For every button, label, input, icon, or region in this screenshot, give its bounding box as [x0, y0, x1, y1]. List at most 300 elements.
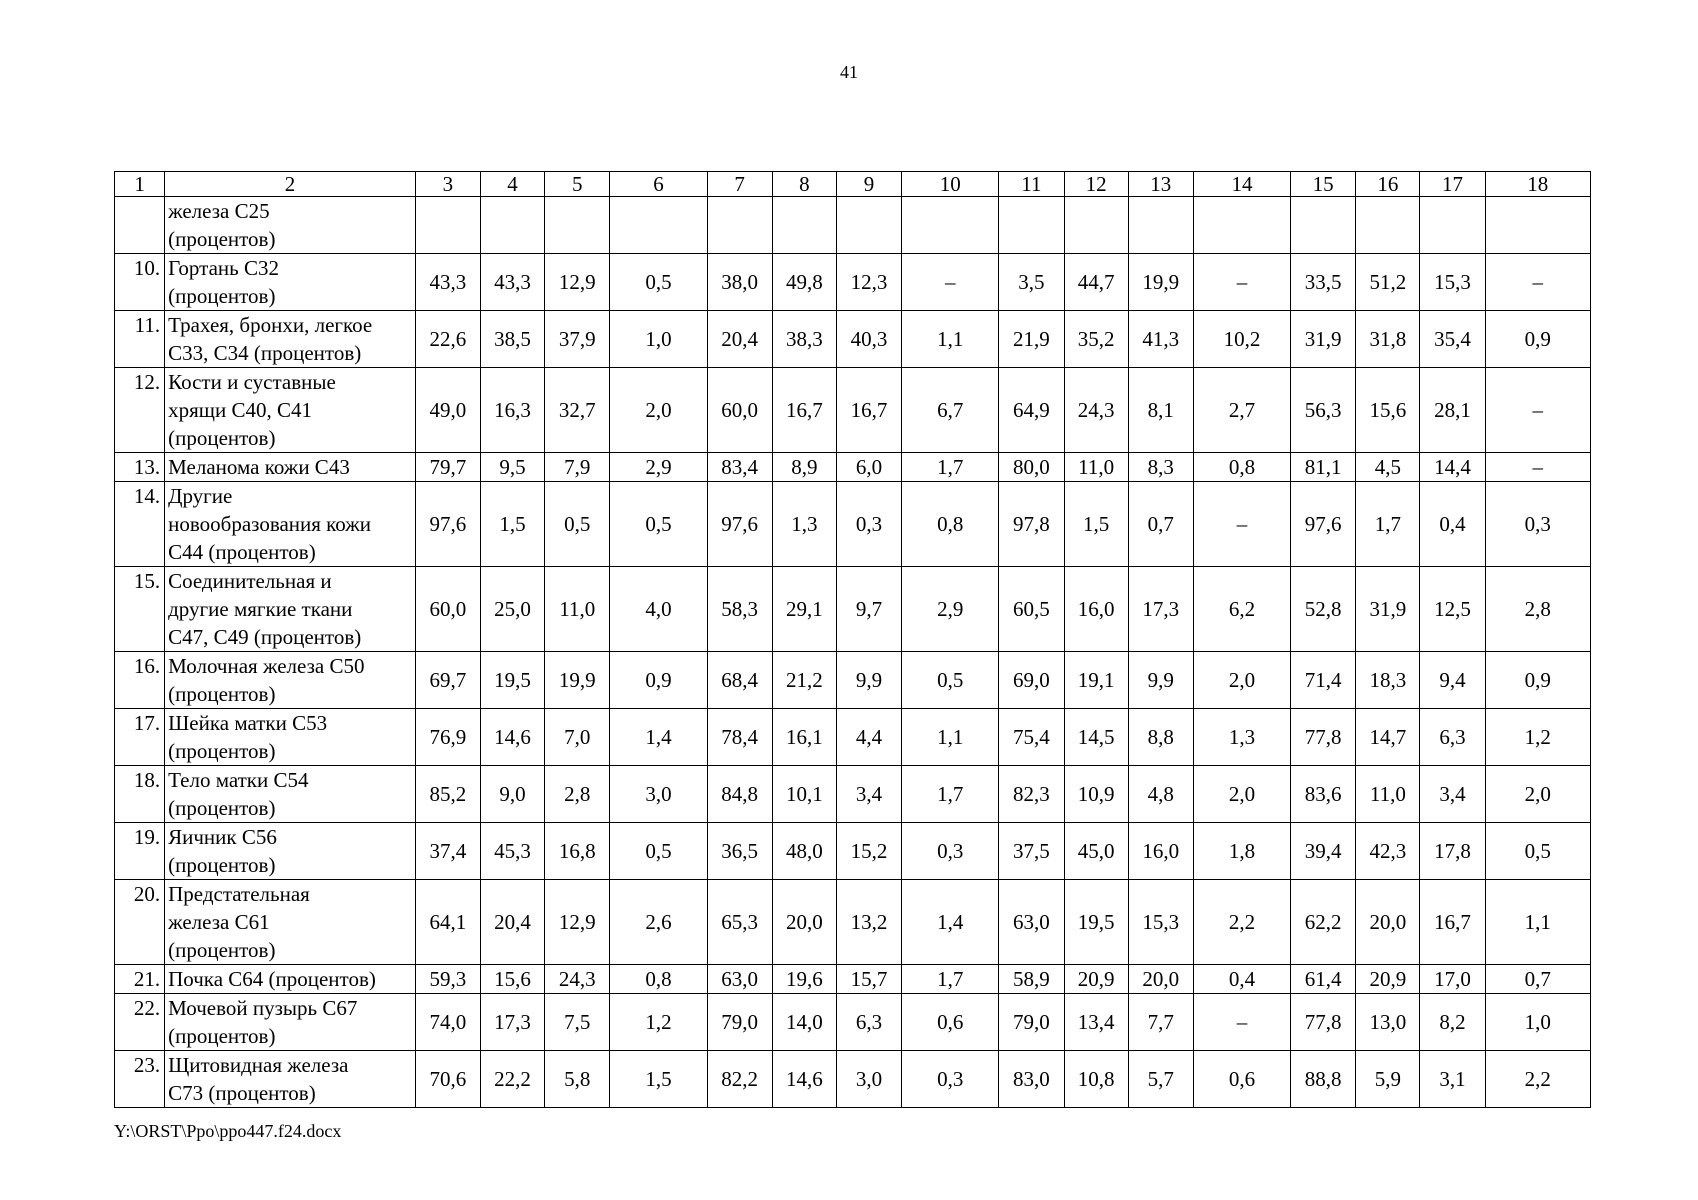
table-cell: 1,5 — [480, 482, 544, 567]
row-number: 22. — [115, 994, 165, 1051]
table-cell: 38,5 — [480, 311, 544, 368]
table-cell: 0,8 — [1193, 453, 1290, 482]
table-cell: 17,0 — [1420, 965, 1485, 994]
row-name — [165, 1051, 416, 1108]
row-name-line: новообразования кожи — [168, 512, 372, 536]
table-cell: 7,9 — [545, 453, 610, 482]
table-cell: 1,7 — [1356, 482, 1420, 567]
table-cell: 25,0 — [480, 567, 544, 652]
table-cell: 1,7 — [902, 453, 999, 482]
table-cell: 0,8 — [902, 482, 999, 567]
table-cell: 17,8 — [1420, 823, 1485, 880]
table-cell: 36,5 — [707, 823, 772, 880]
row-name-line: Меланома кожи С43 — [168, 455, 350, 479]
table-cell: 0,7 — [1128, 482, 1193, 567]
table-cell: 97,6 — [707, 482, 772, 567]
table-cell: 8,1 — [1128, 368, 1193, 453]
row-name-line: (процентов) — [168, 739, 276, 763]
table-cell: 10,1 — [772, 766, 836, 823]
table-cell: 16,3 — [480, 368, 544, 453]
table-cell: 49,0 — [415, 368, 480, 453]
table-cell — [902, 197, 999, 254]
statistics-table — [114, 171, 1591, 1108]
table-cell: 0,3 — [902, 823, 999, 880]
table-cell: 31,9 — [1291, 311, 1356, 368]
row-name — [165, 709, 416, 766]
row-number: 17. — [115, 709, 165, 766]
table-cell: 15,7 — [836, 965, 901, 994]
table-cell — [1356, 197, 1420, 254]
row-name-line: Кости и суставные — [168, 370, 336, 394]
table-cell: 7,5 — [545, 994, 610, 1051]
table-cell: 6,2 — [1193, 567, 1290, 652]
table-cell: 63,0 — [707, 965, 772, 994]
table-cell: 79,0 — [707, 994, 772, 1051]
table-cell — [772, 197, 836, 254]
table-cell: 0,5 — [610, 254, 707, 311]
table-cell — [1193, 197, 1290, 254]
table-row — [115, 994, 1591, 1051]
table-cell — [1420, 197, 1485, 254]
table-cell: 14,5 — [1064, 709, 1128, 766]
table-cell: 7,0 — [545, 709, 610, 766]
row-name-line: Щитовидная железа — [168, 1053, 349, 1077]
table-cell: 16,7 — [836, 368, 901, 453]
row-name-line: (процентов) — [168, 1024, 276, 1048]
table-cell: 19,5 — [1064, 880, 1128, 965]
table-cell: 13,2 — [836, 880, 901, 965]
table-cell: 31,8 — [1356, 311, 1420, 368]
table-cell: 14,0 — [772, 994, 836, 1051]
table-cell: 15,3 — [1420, 254, 1485, 311]
table-cell: 10,9 — [1064, 766, 1128, 823]
table-cell: 85,2 — [415, 766, 480, 823]
row-number: 16. — [115, 652, 165, 709]
column-header-6: 6 — [610, 172, 707, 197]
table-row — [115, 254, 1591, 311]
table-cell: 14,7 — [1356, 709, 1420, 766]
table-cell: 97,6 — [415, 482, 480, 567]
table-cell: 4,4 — [836, 709, 901, 766]
table-cell: 12,5 — [1420, 567, 1485, 652]
table-cell: 24,3 — [545, 965, 610, 994]
table-cell: 0,4 — [1193, 965, 1290, 994]
table-cell: 21,9 — [999, 311, 1064, 368]
row-name — [165, 254, 416, 311]
table-cell: – — [1485, 453, 1590, 482]
table-cell: 16,8 — [545, 823, 610, 880]
table-header-row — [115, 172, 1591, 197]
table-cell: 1,1 — [902, 709, 999, 766]
table-cell: 82,2 — [707, 1051, 772, 1108]
table-cell: 41,3 — [1128, 311, 1193, 368]
row-number: 21. — [115, 965, 165, 994]
table-cell: 4,5 — [1356, 453, 1420, 482]
row-name-line: хрящи С40, С41 — [168, 398, 312, 422]
column-header-13: 13 — [1128, 172, 1193, 197]
row-number: 11. — [115, 311, 165, 368]
table-row — [115, 368, 1591, 453]
table-cell: 11,0 — [1356, 766, 1420, 823]
table-cell: 6,0 — [836, 453, 901, 482]
table-cell: 11,0 — [545, 567, 610, 652]
row-name — [165, 197, 416, 254]
table-cell — [480, 197, 544, 254]
table-row — [115, 880, 1591, 965]
row-name-line: Трахея, бронхи, легкое — [168, 313, 373, 337]
table-cell: 20,9 — [1064, 965, 1128, 994]
table-cell: 35,4 — [1420, 311, 1485, 368]
table-cell: 35,2 — [1064, 311, 1128, 368]
row-name — [165, 482, 416, 567]
table-cell: 45,3 — [480, 823, 544, 880]
table-cell: 33,5 — [1291, 254, 1356, 311]
table-cell — [1291, 197, 1356, 254]
row-name-line: (процентов) — [168, 938, 276, 962]
table-cell: 15,2 — [836, 823, 901, 880]
table-cell: 31,9 — [1356, 567, 1420, 652]
table-cell — [707, 197, 772, 254]
table-cell: 15,6 — [480, 965, 544, 994]
row-name-line: Молочная железа С50 — [168, 654, 365, 678]
table-cell: 64,9 — [999, 368, 1064, 453]
table-cell: 1,8 — [1193, 823, 1290, 880]
table-cell: 18,3 — [1356, 652, 1420, 709]
row-name — [165, 652, 416, 709]
table-cell: 9,7 — [836, 567, 901, 652]
table-cell: 52,8 — [1291, 567, 1356, 652]
table-cell: 77,8 — [1291, 709, 1356, 766]
row-number: 10. — [115, 254, 165, 311]
row-name-line: Почка С64 (процентов) — [168, 967, 376, 991]
table-cell: 3,4 — [836, 766, 901, 823]
table-row — [115, 709, 1591, 766]
table-cell: 15,6 — [1356, 368, 1420, 453]
row-name — [165, 567, 416, 652]
row-name-line: (процентов) — [168, 227, 276, 251]
table-cell: 7,7 — [1128, 994, 1193, 1051]
table-cell — [545, 197, 610, 254]
row-name — [165, 311, 416, 368]
table-cell: 9,9 — [1128, 652, 1193, 709]
table-cell: 20,0 — [1128, 965, 1193, 994]
row-number: 12. — [115, 368, 165, 453]
table-cell: 17,3 — [480, 994, 544, 1051]
row-name-line: С47, С49 (процентов) — [168, 625, 362, 649]
column-header-5: 5 — [545, 172, 610, 197]
table-cell: 5,8 — [545, 1051, 610, 1108]
table-cell: – — [1485, 368, 1590, 453]
table-cell: – — [1485, 254, 1590, 311]
table-cell: 19,6 — [772, 965, 836, 994]
table-cell: 81,1 — [1291, 453, 1356, 482]
table-cell: 6,3 — [1420, 709, 1485, 766]
table-cell: 43,3 — [480, 254, 544, 311]
row-name-line: Яичник С56 — [168, 825, 277, 849]
table-row — [115, 823, 1591, 880]
row-name-line: (процентов) — [168, 796, 276, 820]
table-cell: 1,1 — [902, 311, 999, 368]
table-cell: 49,8 — [772, 254, 836, 311]
table-cell: 2,2 — [1485, 1051, 1590, 1108]
table-cell: 0,5 — [610, 482, 707, 567]
table-cell: 1,4 — [902, 880, 999, 965]
table-cell: 60,0 — [415, 567, 480, 652]
table-cell: 82,3 — [999, 766, 1064, 823]
table-cell: 8,3 — [1128, 453, 1193, 482]
row-name — [165, 994, 416, 1051]
row-name-line: (процентов) — [168, 426, 276, 450]
table-cell: 20,9 — [1356, 965, 1420, 994]
row-number: 20. — [115, 880, 165, 965]
table-cell: 16,0 — [1064, 567, 1128, 652]
table-cell: 1,0 — [610, 311, 707, 368]
row-number: 19. — [115, 823, 165, 880]
column-header-10: 10 — [902, 172, 999, 197]
footer-file-path: Y:\ORST\Ppo\ppo447.f24.docx — [114, 1121, 342, 1141]
table-cell: 16,7 — [1420, 880, 1485, 965]
table-cell: 1,4 — [610, 709, 707, 766]
table-cell: 2,9 — [902, 567, 999, 652]
table-cell: 74,0 — [415, 994, 480, 1051]
table-row — [115, 965, 1591, 994]
table-cell: 3,4 — [1420, 766, 1485, 823]
table-cell: 10,8 — [1064, 1051, 1128, 1108]
table-row — [115, 652, 1591, 709]
table-cell: 12,9 — [545, 880, 610, 965]
table-cell: 19,9 — [545, 652, 610, 709]
table-cell — [415, 197, 480, 254]
table-cell: 5,9 — [1356, 1051, 1420, 1108]
column-header-9: 9 — [836, 172, 901, 197]
column-header-11: 11 — [999, 172, 1064, 197]
table-cell: 5,7 — [1128, 1051, 1193, 1108]
table-cell: 13,4 — [1064, 994, 1128, 1051]
table-cell: 19,5 — [480, 652, 544, 709]
table-cell: 2,6 — [610, 880, 707, 965]
column-header-3: 3 — [415, 172, 480, 197]
table-cell: 68,4 — [707, 652, 772, 709]
table-cell: 1,3 — [772, 482, 836, 567]
row-name-line: С44 (процентов) — [168, 540, 316, 564]
row-number: 23. — [115, 1051, 165, 1108]
row-name-line: Мочевой пузырь С67 — [168, 996, 358, 1020]
table-cell: 0,9 — [1485, 311, 1590, 368]
table-cell: 0,5 — [902, 652, 999, 709]
table-cell: 9,0 — [480, 766, 544, 823]
row-name-line: (процентов) — [168, 284, 276, 308]
table-cell: 83,4 — [707, 453, 772, 482]
table-cell: 20,4 — [707, 311, 772, 368]
table-cell: 28,1 — [1420, 368, 1485, 453]
row-name — [165, 766, 416, 823]
table-cell: 2,0 — [610, 368, 707, 453]
table-cell: 79,7 — [415, 453, 480, 482]
table-cell: 58,9 — [999, 965, 1064, 994]
table-cell: 1,1 — [1485, 880, 1590, 965]
table-row — [115, 197, 1591, 254]
table-cell: 22,2 — [480, 1051, 544, 1108]
table-cell: 38,3 — [772, 311, 836, 368]
table-cell: 97,6 — [1291, 482, 1356, 567]
table-cell: 38,0 — [707, 254, 772, 311]
table-cell: 64,1 — [415, 880, 480, 965]
column-header-14: 14 — [1193, 172, 1290, 197]
row-number: 13. — [115, 453, 165, 482]
table-cell: 37,9 — [545, 311, 610, 368]
table-cell — [999, 197, 1064, 254]
table-cell: 0,5 — [1485, 823, 1590, 880]
table-cell: 75,4 — [999, 709, 1064, 766]
table-cell: 6,7 — [902, 368, 999, 453]
table-cell: 2,2 — [1193, 880, 1290, 965]
column-header-1: 1 — [115, 172, 165, 197]
table-cell: 14,4 — [1420, 453, 1485, 482]
table-cell — [1485, 197, 1590, 254]
table-cell: 8,8 — [1128, 709, 1193, 766]
table-cell: 0,8 — [610, 965, 707, 994]
column-header-18: 18 — [1485, 172, 1590, 197]
table-cell: 20,0 — [1356, 880, 1420, 965]
table-cell: 14,6 — [480, 709, 544, 766]
table-cell: 39,4 — [1291, 823, 1356, 880]
table-cell: 56,3 — [1291, 368, 1356, 453]
row-name-line: Тело матки С54 — [168, 768, 309, 792]
table-cell: 24,3 — [1064, 368, 1128, 453]
table-cell — [1128, 197, 1193, 254]
row-name — [165, 823, 416, 880]
row-name-line: другие мягкие ткани — [168, 597, 353, 621]
table-cell: 0,6 — [1193, 1051, 1290, 1108]
row-name-line: (процентов) — [168, 853, 276, 877]
table-cell: 19,1 — [1064, 652, 1128, 709]
table-cell: 0,3 — [836, 482, 901, 567]
table-cell: 37,5 — [999, 823, 1064, 880]
table-cell: 42,3 — [1356, 823, 1420, 880]
table-cell: 10,2 — [1193, 311, 1290, 368]
table-cell: 43,3 — [415, 254, 480, 311]
table-cell: 9,4 — [1420, 652, 1485, 709]
column-header-8: 8 — [772, 172, 836, 197]
table-cell: 77,8 — [1291, 994, 1356, 1051]
table-cell: – — [902, 254, 999, 311]
table-cell: 44,7 — [1064, 254, 1128, 311]
table-cell: 97,8 — [999, 482, 1064, 567]
table-cell: 0,6 — [902, 994, 999, 1051]
table-cell: 4,8 — [1128, 766, 1193, 823]
row-number: 15. — [115, 567, 165, 652]
table-cell: 6,3 — [836, 994, 901, 1051]
table-cell: 69,0 — [999, 652, 1064, 709]
table-cell: 1,7 — [902, 766, 999, 823]
table-cell: 1,0 — [1485, 994, 1590, 1051]
table-cell: 63,0 — [999, 880, 1064, 965]
table-cell: 3,5 — [999, 254, 1064, 311]
table-cell: 1,2 — [610, 994, 707, 1051]
table-cell: 1,7 — [902, 965, 999, 994]
row-name — [165, 453, 416, 482]
row-name-line: Предстательная — [168, 882, 310, 906]
table-cell: 29,1 — [772, 567, 836, 652]
table-row — [115, 311, 1591, 368]
column-header-17: 17 — [1420, 172, 1485, 197]
table-cell: 2,8 — [545, 766, 610, 823]
table-cell: 0,7 — [1485, 965, 1590, 994]
table-cell: 78,4 — [707, 709, 772, 766]
row-name-line: С33, С34 (процентов) — [168, 341, 362, 365]
column-header-15: 15 — [1291, 172, 1356, 197]
table-cell: 15,3 — [1128, 880, 1193, 965]
table-cell: 51,2 — [1356, 254, 1420, 311]
table-cell: 14,6 — [772, 1051, 836, 1108]
table-row — [115, 766, 1591, 823]
table-cell: 3,0 — [836, 1051, 901, 1108]
row-name — [165, 368, 416, 453]
table-cell: 16,0 — [1128, 823, 1193, 880]
table-row — [115, 1051, 1591, 1108]
table-cell: 0,5 — [610, 823, 707, 880]
table-cell: 4,0 — [610, 567, 707, 652]
table-cell: 80,0 — [999, 453, 1064, 482]
table-cell: 16,7 — [772, 368, 836, 453]
table-cell: 20,4 — [480, 880, 544, 965]
table-cell: 11,0 — [1064, 453, 1128, 482]
table-cell: 1,2 — [1485, 709, 1590, 766]
table-cell: 17,3 — [1128, 567, 1193, 652]
page-number: 41 — [840, 62, 858, 82]
table-cell: – — [1193, 254, 1290, 311]
table-cell: 62,2 — [1291, 880, 1356, 965]
column-header-16: 16 — [1356, 172, 1420, 197]
table-cell: 2,8 — [1485, 567, 1590, 652]
row-number: 14. — [115, 482, 165, 567]
table-cell: 37,4 — [415, 823, 480, 880]
table-cell: 3,0 — [610, 766, 707, 823]
row-name-line: Другие — [168, 484, 233, 508]
table-cell: 69,7 — [415, 652, 480, 709]
table-cell: 13,0 — [1356, 994, 1420, 1051]
table-cell: 71,4 — [1291, 652, 1356, 709]
column-header-2: 2 — [165, 172, 416, 197]
table-cell: 2,9 — [610, 453, 707, 482]
column-header-12: 12 — [1064, 172, 1128, 197]
row-name-line: железа С25 — [168, 199, 270, 223]
table-cell: 1,5 — [610, 1051, 707, 1108]
table-cell: – — [1193, 482, 1290, 567]
table-cell: 1,3 — [1193, 709, 1290, 766]
row-name-line: (процентов) — [168, 682, 276, 706]
table-cell: 0,3 — [902, 1051, 999, 1108]
row-name-line: С73 (процентов) — [168, 1081, 316, 1105]
table-cell: 16,1 — [772, 709, 836, 766]
table-cell: 83,6 — [1291, 766, 1356, 823]
table-cell: 0,9 — [610, 652, 707, 709]
table-cell: 2,0 — [1193, 652, 1290, 709]
table-cell: 61,4 — [1291, 965, 1356, 994]
table-cell — [610, 197, 707, 254]
table-cell: 0,4 — [1420, 482, 1485, 567]
table-row — [115, 567, 1591, 652]
table-cell: 83,0 — [999, 1051, 1064, 1108]
row-name — [165, 965, 416, 994]
table-cell: 0,5 — [545, 482, 610, 567]
table-cell: 45,0 — [1064, 823, 1128, 880]
row-number: 18. — [115, 766, 165, 823]
column-header-4: 4 — [480, 172, 544, 197]
table-cell: 20,0 — [772, 880, 836, 965]
table-cell: 48,0 — [772, 823, 836, 880]
row-name-line: Соединительная и — [168, 569, 332, 593]
